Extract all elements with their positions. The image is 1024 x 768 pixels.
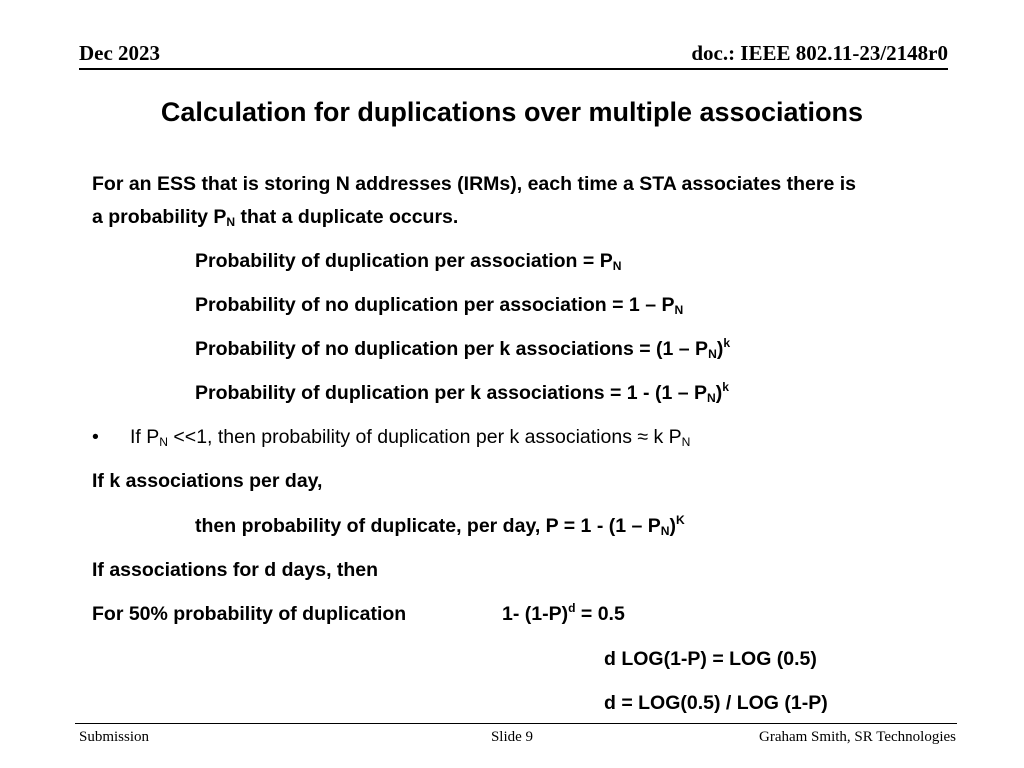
bullet-text-sub-1: N <box>159 435 168 450</box>
bullet-symbol: • <box>92 426 99 448</box>
equation-2-pre: Probability of no duplication per association = 1 – P <box>195 294 675 316</box>
days-equation-1-pre: 1- (1-P) <box>502 603 569 625</box>
bullet-text-pre: If P <box>130 426 160 448</box>
per-day-heading-text: If k associations per day, <box>92 470 323 492</box>
equation-4-sub: N <box>707 391 716 406</box>
equation-2-sub: N <box>674 303 684 318</box>
intro-line-2-sub: N <box>226 215 236 230</box>
slide-title: Calculation for duplications over multiple associations <box>160 97 864 127</box>
equation-3-pre: Probability of no duplication per k associations = (1 – P <box>195 338 709 360</box>
equation-1 <box>195 248 621 274</box>
intro-line-2 <box>92 204 458 230</box>
intro-line-2-pre: a probability P <box>92 206 227 228</box>
header-divider <box>79 68 948 70</box>
intro-line-1-text: For an ESS that is storing N addresses (IRMs), each time a STA associates there is <box>92 173 856 195</box>
equation-3 <box>195 336 730 362</box>
bullet-text-mid: <<1, then probability of duplication per k associations ≈ k P <box>168 426 682 448</box>
days-equation-1-sup: d <box>568 601 576 616</box>
per-day-formula-sub: N <box>660 524 670 539</box>
equation-4 <box>195 380 729 406</box>
equation-1-pre: Probability of duplication per association = P <box>195 250 613 272</box>
per-day-formula-sup: K <box>676 513 685 528</box>
days-heading-text: If associations for d days, then <box>92 559 379 581</box>
per-day-formula-post: ) <box>669 515 676 537</box>
equation-4-post: ) <box>715 382 723 404</box>
days-equation-1-post: = 0.5 <box>575 603 625 625</box>
footer-author: Graham Smith, SR Technologies <box>759 729 956 745</box>
footer-slide-number: Slide 9 <box>490 729 534 745</box>
days-equation-3 <box>604 690 828 716</box>
days-equation-1 <box>502 601 625 627</box>
footer-submission: Submission <box>79 729 150 745</box>
days-equation-2 <box>604 646 817 672</box>
days-equation-2-text: d LOG(1-P) = LOG (0.5) <box>604 648 817 670</box>
days-equation-3-text: d = LOG(0.5) / LOG (1-P) <box>604 692 828 714</box>
fifty-percent-label <box>92 601 406 627</box>
per-day-formula-pre: then probability of duplicate, per day, P = 1 - (1 – P <box>195 515 661 537</box>
bullet-text <box>130 424 690 450</box>
header-date: Dec 2023 <box>79 41 161 65</box>
bullet-row <box>92 424 99 450</box>
intro-line-1 <box>92 171 856 197</box>
header-doc-id: doc.: IEEE 802.11-23/2148r0 <box>691 41 948 65</box>
per-day-formula <box>195 513 685 539</box>
equation-4-sup: k <box>722 380 729 395</box>
intro-line-2-post: that a duplicate occurs. <box>235 206 459 228</box>
equation-3-post: ) <box>716 338 724 360</box>
equation-4-pre: Probability of duplication per k associations = 1 - (1 – P <box>195 382 707 404</box>
equation-3-sub: N <box>708 347 717 362</box>
fifty-percent-label-text: For 50% probability of duplication <box>92 603 407 625</box>
days-heading <box>92 557 378 583</box>
equation-1-sub: N <box>612 259 622 274</box>
equation-2 <box>195 292 683 318</box>
equation-3-sup: k <box>723 336 731 351</box>
per-day-heading <box>92 468 322 494</box>
footer-divider <box>75 723 957 724</box>
bullet-text-sub-2: N <box>681 435 691 450</box>
